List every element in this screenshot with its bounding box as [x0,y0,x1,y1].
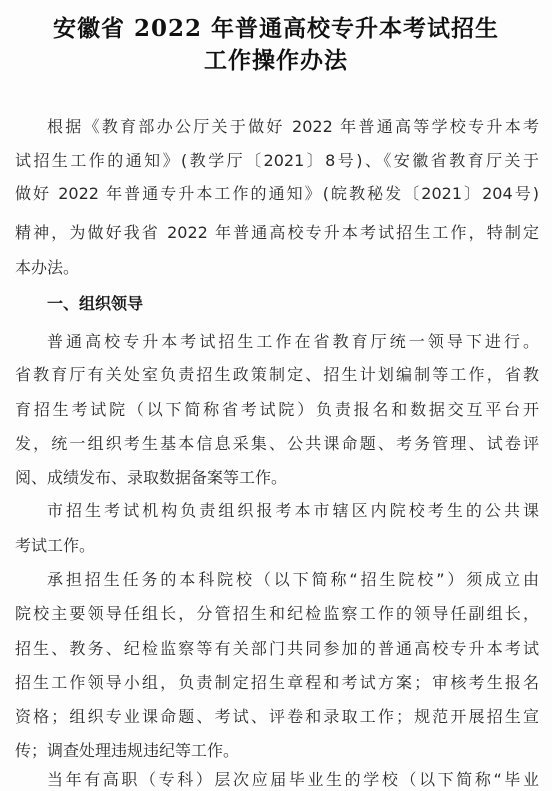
intro-line: 本办法。 [15,258,80,277]
paragraph-line: 资格；组织专业课命题、考试、评卷和录取工作；规范开展招生宣 [15,707,539,726]
section-heading: 一、组织领导 [47,294,144,313]
paragraph-line: 市招生考试机构负责组织报考本市辖区内院校考生的公共课 [47,501,539,520]
paragraph-line: 院校主要领导任组长，分管招生和纪检监察工作的领导任副组长， [15,604,539,623]
document-title-line-2: 工作操作办法 [204,47,348,74]
paragraph-line: 招生、教务、纪检监察等有关部门共同参加的普通高校专升本考试 [15,639,539,658]
paragraph-line: 考试工作。 [15,536,96,555]
paragraph-line: 承担招生任务的本科院校（以下简称“招生院校”）须成立由 [47,570,539,589]
paragraph-line: 发，统一组织考生基本信息采集、公共课命题、考务管理、试卷评 [15,434,539,453]
intro-line: 试招生工作的通知》(教学厅〔2021〕8号)、《安徽省教育厅关于 [15,151,539,170]
paragraph-line: 阅、成绩发布、录取数据备案等工作。 [15,468,288,487]
intro-line: 做好 2022 年普通专升本工作的通知》(皖教秘发〔2021〕204号) [15,184,539,203]
paragraph-line: 普通高校专升本考试招生工作在省教育厅统一领导下进行。 [47,332,539,351]
paragraph-line: 传；调查处理违规违纪等工作。 [15,741,240,760]
paragraph-line: 省教育厅有关处室负责招生政策制定、招生计划编制等工作，省教 [15,365,539,384]
paragraph-line: 当年有高职（专科）层次应届毕业生的学校（以下简称“毕业 [47,770,539,789]
intro-line: 根据《教育部办公厅关于做好 2022 年普通高等学校专升本考 [47,117,539,136]
paragraph-line: 育招生考试院（以下简称省考试院）负责报名和数据交互平台开 [15,400,539,419]
paragraph-line: 招生工作领导小组，负责制定招生章程和考试方案；审核考生报名 [15,673,539,692]
intro-line: 精神，为做好我省 2022 年普通高校专升本考试招生工作，特制定 [15,223,539,242]
document-title-line-1: 安徽省 2022 年普通高校专升本考试招生 [52,15,500,42]
